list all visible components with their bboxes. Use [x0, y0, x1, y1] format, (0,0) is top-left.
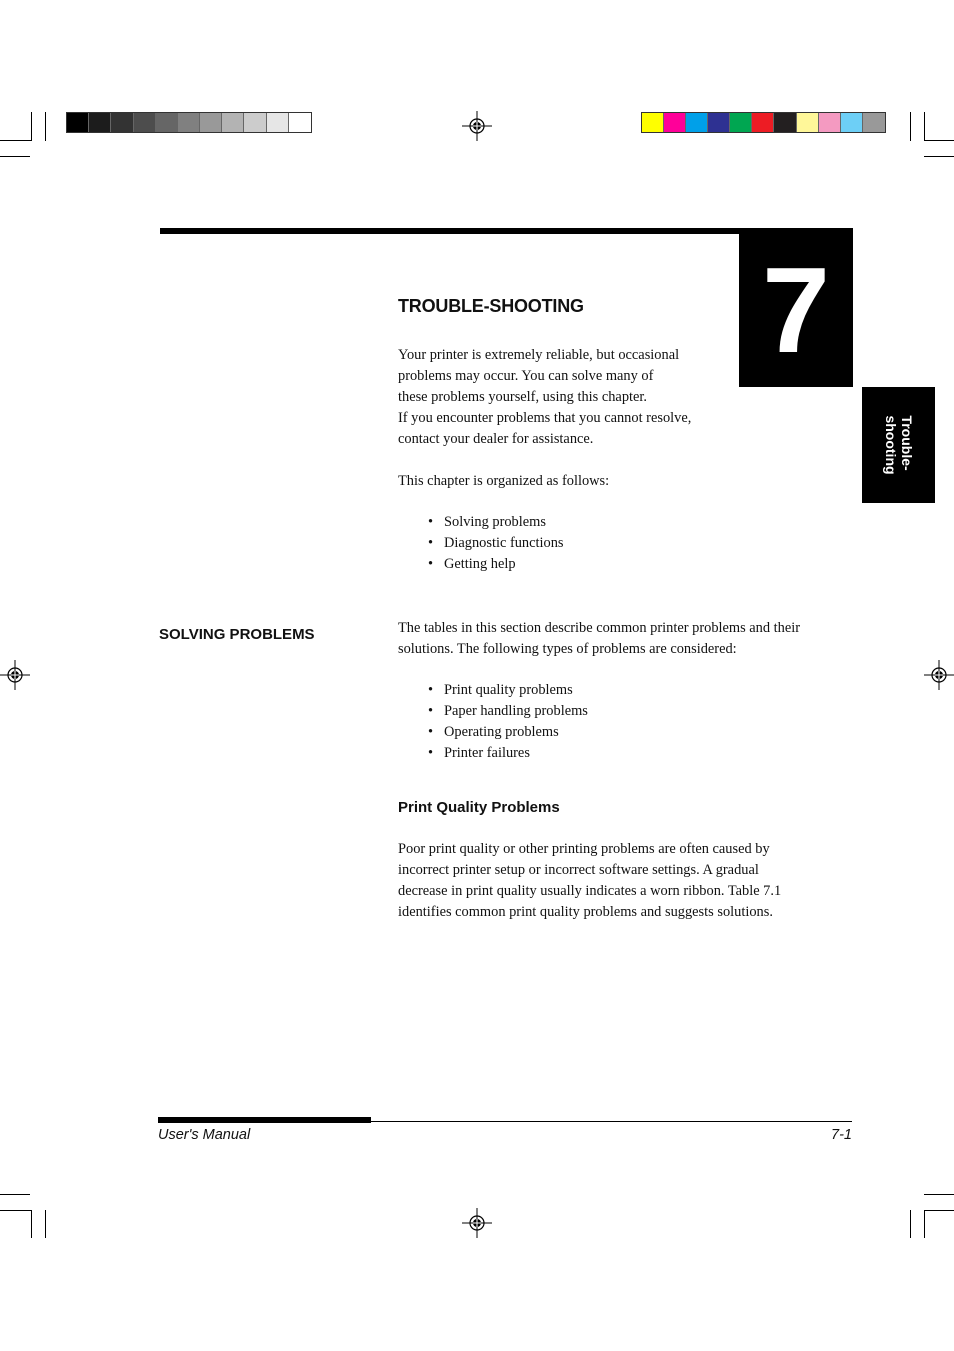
crop-mark	[924, 112, 925, 141]
crop-mark	[924, 140, 954, 141]
color-swatch	[841, 113, 863, 132]
text-line: problems may occur. You can solve many of	[398, 368, 654, 384]
crop-mark	[31, 112, 32, 141]
crop-mark	[0, 156, 30, 157]
text-line: incorrect printer setup or incorrect software settings. A gradual	[398, 862, 759, 878]
color-swatch	[730, 113, 752, 132]
crop-mark	[0, 1194, 30, 1195]
color-swatch	[244, 113, 266, 132]
chapter-number-box	[739, 228, 853, 387]
color-swatch	[289, 113, 311, 132]
registration-target-icon	[462, 111, 492, 141]
text-line: decrease in print quality usually indicates a worn ribbon. Table 7.1	[398, 883, 782, 899]
list-item: • Operating problems	[428, 722, 588, 743]
chapter-side-tab	[862, 387, 935, 503]
crop-mark	[910, 1210, 911, 1238]
text-line: identifies common print quality problems and suggests solutions.	[398, 904, 773, 920]
list-item: • Printer failures	[428, 743, 588, 764]
chapter-number: 7	[762, 241, 830, 378]
text-line: Your printer is extremely reliable, but occasional	[398, 347, 680, 363]
color-swatch	[863, 113, 885, 132]
organization-paragraph: This chapter is organized as follows:	[398, 473, 610, 489]
crop-mark	[31, 1210, 32, 1238]
crop-mark	[924, 1210, 925, 1238]
chapter-top-rule	[160, 228, 740, 234]
color-swatch	[819, 113, 841, 132]
list-item: • Solving problems	[428, 512, 564, 533]
side-tab-label: Trouble- shooting	[882, 415, 915, 475]
crop-mark	[924, 156, 954, 157]
color-swatch	[156, 113, 178, 132]
list-item: • Diagnostic functions	[428, 533, 564, 554]
color-swatch	[67, 113, 89, 132]
registration-target-icon	[462, 1208, 492, 1238]
text-line: contact your dealer for assistance.	[398, 431, 594, 447]
text-line: If you encounter problems that you cannot resolve,	[398, 410, 692, 426]
color-swatch	[134, 113, 156, 132]
color-swatch	[111, 113, 133, 132]
color-swatch	[797, 113, 819, 132]
registration-target-icon	[924, 660, 954, 690]
text-line: Poor print quality or other printing problems are often caused by	[398, 841, 770, 857]
crop-mark	[910, 112, 911, 141]
color-swatch	[774, 113, 796, 132]
list-item: • Paper handling problems	[428, 701, 588, 722]
crop-mark	[0, 140, 31, 141]
process-color-bar	[641, 112, 886, 133]
crop-mark	[924, 1194, 954, 1195]
footer-thick-rule	[158, 1117, 371, 1123]
crop-mark	[45, 1210, 46, 1238]
intro-paragraph	[398, 345, 691, 450]
color-swatch	[708, 113, 730, 132]
list-item: • Print quality problems	[428, 680, 588, 701]
grayscale-color-bar	[66, 112, 312, 133]
text-line: solutions. The following types of problems are considered:	[398, 641, 737, 657]
color-swatch	[686, 113, 708, 132]
section-heading-solving-problems: SOLVING PROBLEMS	[159, 626, 315, 643]
color-swatch	[222, 113, 244, 132]
chapter-title: TROUBLE-SHOOTING	[398, 296, 584, 316]
crop-mark	[924, 1210, 954, 1211]
color-swatch	[664, 113, 686, 132]
solving-problems-paragraph	[398, 618, 800, 660]
problem-types-list	[428, 680, 588, 764]
crop-mark	[0, 1210, 31, 1211]
print-quality-paragraph	[398, 839, 781, 923]
color-swatch	[752, 113, 774, 132]
color-swatch	[178, 113, 200, 132]
subsection-heading-print-quality: Print Quality Problems	[398, 799, 560, 816]
footer-page-number: 7-1	[831, 1127, 852, 1143]
color-swatch	[642, 113, 664, 132]
color-swatch	[200, 113, 222, 132]
list-item: • Getting help	[428, 554, 564, 575]
color-swatch	[267, 113, 289, 132]
chapter-outline-list	[428, 512, 564, 575]
text-line: these problems yourself, using this chapter.	[398, 389, 647, 405]
crop-mark	[45, 112, 46, 141]
text-line: The tables in this section describe common printer problems and their	[398, 620, 801, 636]
registration-target-icon	[0, 660, 30, 690]
footer-thin-rule	[158, 1121, 852, 1122]
footer-manual-name: User's Manual	[158, 1127, 251, 1143]
color-swatch	[89, 113, 111, 132]
